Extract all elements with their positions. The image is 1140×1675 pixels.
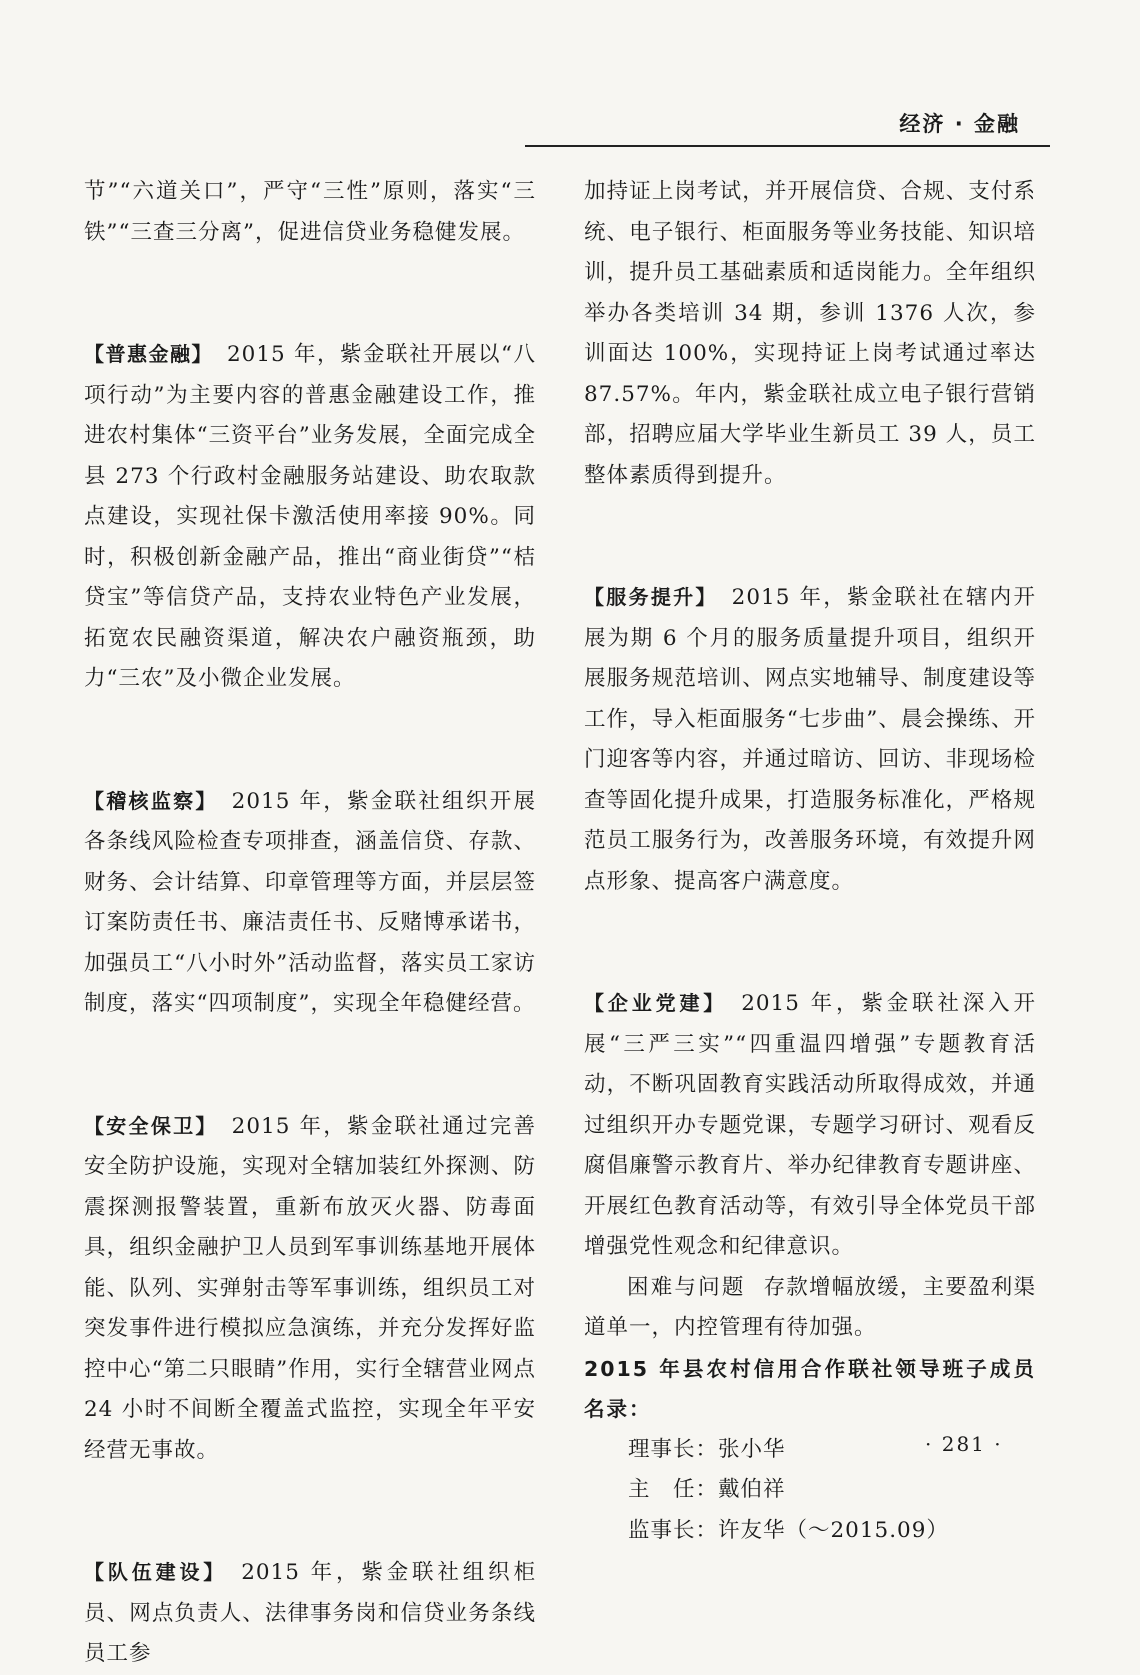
header-rule xyxy=(525,145,1050,147)
section-text: 2015 年，紫金联社通过完善安全防护设施，实现对全辖加装红外探测、防震探测报警装置，重新布放灭火器、防毒面具，组织金融护卫人员到军事训练基地开展体能、队列、实弹射击等军事训练，组织员工对突发事件进行模拟应急演练，并充分发挥好监控中心“第二只眼睛”作用，实行全辖营业网点 24 小时不间断全覆盖式监控，实现全年平安经营无事故。 xyxy=(84,1113,536,1463)
section-jihe-jiancha xyxy=(84,781,536,1025)
section-text: 2015 年，紫金联社开展以“八项行动”为主要内容的普惠金融建设工作，推进农村集体“三资平台”业务发展，全面完成全县 273 个行政村金融服务站建设、助农取款点建设，实现社保卡激活使用率接 90%。同时，积极创新金融产品，推出“商业街贷”“桔贷宝”等信贷产品，支持农业特色产业发展，拓宽农民融资渠道，解决农户融资瓶颈，助力“三农”及小微企业发展。 xyxy=(84,342,536,691)
section-label: 【普惠金融】 xyxy=(84,342,213,366)
section-text: 2015 年，紫金联社深入开展“三严三实”“四重温四增强”专题教育活动，不断巩固教育实践活动所取得成效，并通过组织开办专题党课，专题学习研讨、观看反腐倡廉警示教育片、举办纪律教育专题讲座、开展红色教育活动等，有效引导全体党员干部增强党性观念和纪律意识。 xyxy=(584,991,1037,1259)
section-gap xyxy=(584,902,1036,983)
section-label: 【服务提升】 xyxy=(584,585,718,609)
section-label: 【企业党建】 xyxy=(584,991,728,1015)
section-anquan-baowei xyxy=(84,1106,536,1472)
section-text: 2015 年，紫金联社组织开展各条线风险检查专项排查，涵盖信贷、存款、财务、会计结算、印章管理等方面，并层层签订案防责任书、廉洁责任书、反赌博承诺书，加强员工“八小时外”活动监督，落实员工家访制度，落实“四项制度”，实现全年稳健经营。 xyxy=(84,788,536,1016)
section-gap xyxy=(84,700,536,781)
section-qiye-dangjian xyxy=(584,983,1036,1268)
problems-label: 困难与问题 xyxy=(627,1274,746,1300)
section-gap xyxy=(584,496,1036,577)
leadership-member: 主 任：戴伯祥 xyxy=(628,1477,786,1502)
section-label: 【稽核监察】 xyxy=(84,788,218,813)
problems-paragraph xyxy=(584,1268,1036,1349)
section-puhui-jinrong xyxy=(84,334,536,700)
section-header: 经济 · 金融 xyxy=(899,112,1020,136)
leadership-member: 监事长：许友华（～2015.09） xyxy=(628,1517,949,1543)
intro-paragraph: 节”“六道关口”，严守“三性”原则，落实“三铁”“三查三分离”，促进信贷业务稳健发展。 xyxy=(84,179,536,245)
section-fuwu-tisheng xyxy=(584,577,1036,902)
leadership-list-title: 2015 年县农村信用合作联社领导班子成员名录： xyxy=(584,1356,1036,1421)
section-gap xyxy=(84,1471,536,1552)
section-gap xyxy=(84,1025,536,1106)
leadership-member: 理事长：张小华 xyxy=(628,1436,786,1462)
section-duiwu-jianshe xyxy=(84,1552,536,1675)
problems-text: 存款增幅放缓，主要盈利渠道单一，内控管理有待加强。 xyxy=(584,1274,1036,1340)
right-column xyxy=(584,172,1036,1551)
section-text: 2015 年，紫金联社组织柜员、网点负责人、法律事务岗和信贷业务条线员工参 xyxy=(84,1560,537,1666)
section-label: 【安全保卫】 xyxy=(84,1113,218,1138)
continuation-paragraph: 加持证上岗考试，并开展信贷、合规、支付系统、电子银行、柜面服务等业务技能、知识培训，提升员工基础素质和适岗能力。全年组织举办各类培训 34 期，参训 1376 人次，参训面达 100%，实现持证上岗考试通过率达 87.57%。年内，紫金联社成立电子银行营销部，招聘应届大学毕业生新员工 39 人，员工整体素质得到提升。 xyxy=(584,179,1036,488)
section-text: 2015 年，紫金联社在辖内开展为期 6 个月的服务质量提升项目，组织开展服务规范培训、网点实地辅导、制度建设等工作，导入柜面服务“七步曲”、晨会操练、开门迎客等内容，并通过暗访、回访、非现场检查等固化提升成果，打造服务标准化，严格规范员工服务行为，改善服务环境，有效提升网点形象、提高客户满意度。 xyxy=(584,585,1036,894)
section-label: 【队伍建设】 xyxy=(84,1560,228,1584)
section-gap xyxy=(84,253,536,334)
left-column xyxy=(84,172,536,1675)
page-number: · 281 · xyxy=(925,1432,1003,1456)
